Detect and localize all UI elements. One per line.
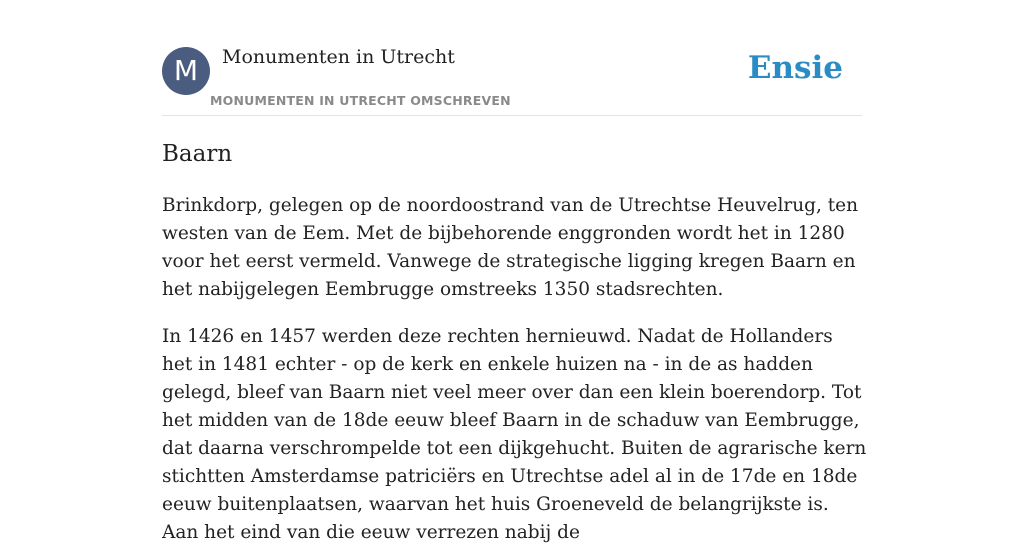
dictionary-title-link[interactable]: Monumenten in Utrecht — [222, 46, 455, 68]
dictionary-subtitle: MONUMENTEN IN UTRECHT OMSCHREVEN — [210, 93, 511, 108]
article-paragraph: Brinkdorp, gelegen op de noordoostrand van de Utrechtse Heuvelrug, ten westen van de Eem. Met de bijbehorende enggronden wordt het in 1280 voor het eerst vermeld. Vanwege de strategische ligging kregen Baarn en het nabijgelegen Eembrugge omstreeks 1350 stadsrechten. — [162, 195, 859, 300]
article — [162, 138, 868, 547]
avatar[interactable]: M — [162, 47, 210, 95]
article-title: Baarn — [162, 141, 233, 167]
header — [162, 46, 862, 116]
ensie-logo[interactable]: Ensie — [747, 50, 843, 86]
article-paragraph: In 1426 en 1457 werden deze rechten hernieuwd. Nadat de Hollanders het in 1481 echter - op de kerk en enkele huizen na - in de as hadden gelegd, bleef van Baarn niet veel meer over dan een klein boerendorp. Tot het midden van de 18de eeuw bleef Baarn in de schaduw van Eembrugge, dat daarna verschrompelde tot een dijkgehucht. Buiten de agrarische kern stichtten Amsterdamse patriciërs en Utrechtse adel al in de 17de en 18de eeuw buitenplaatsen, waarvan het huis Groeneveld de belangrijkste is. Aan het eind van die eeuw verrezen nabij de — [162, 326, 867, 543]
